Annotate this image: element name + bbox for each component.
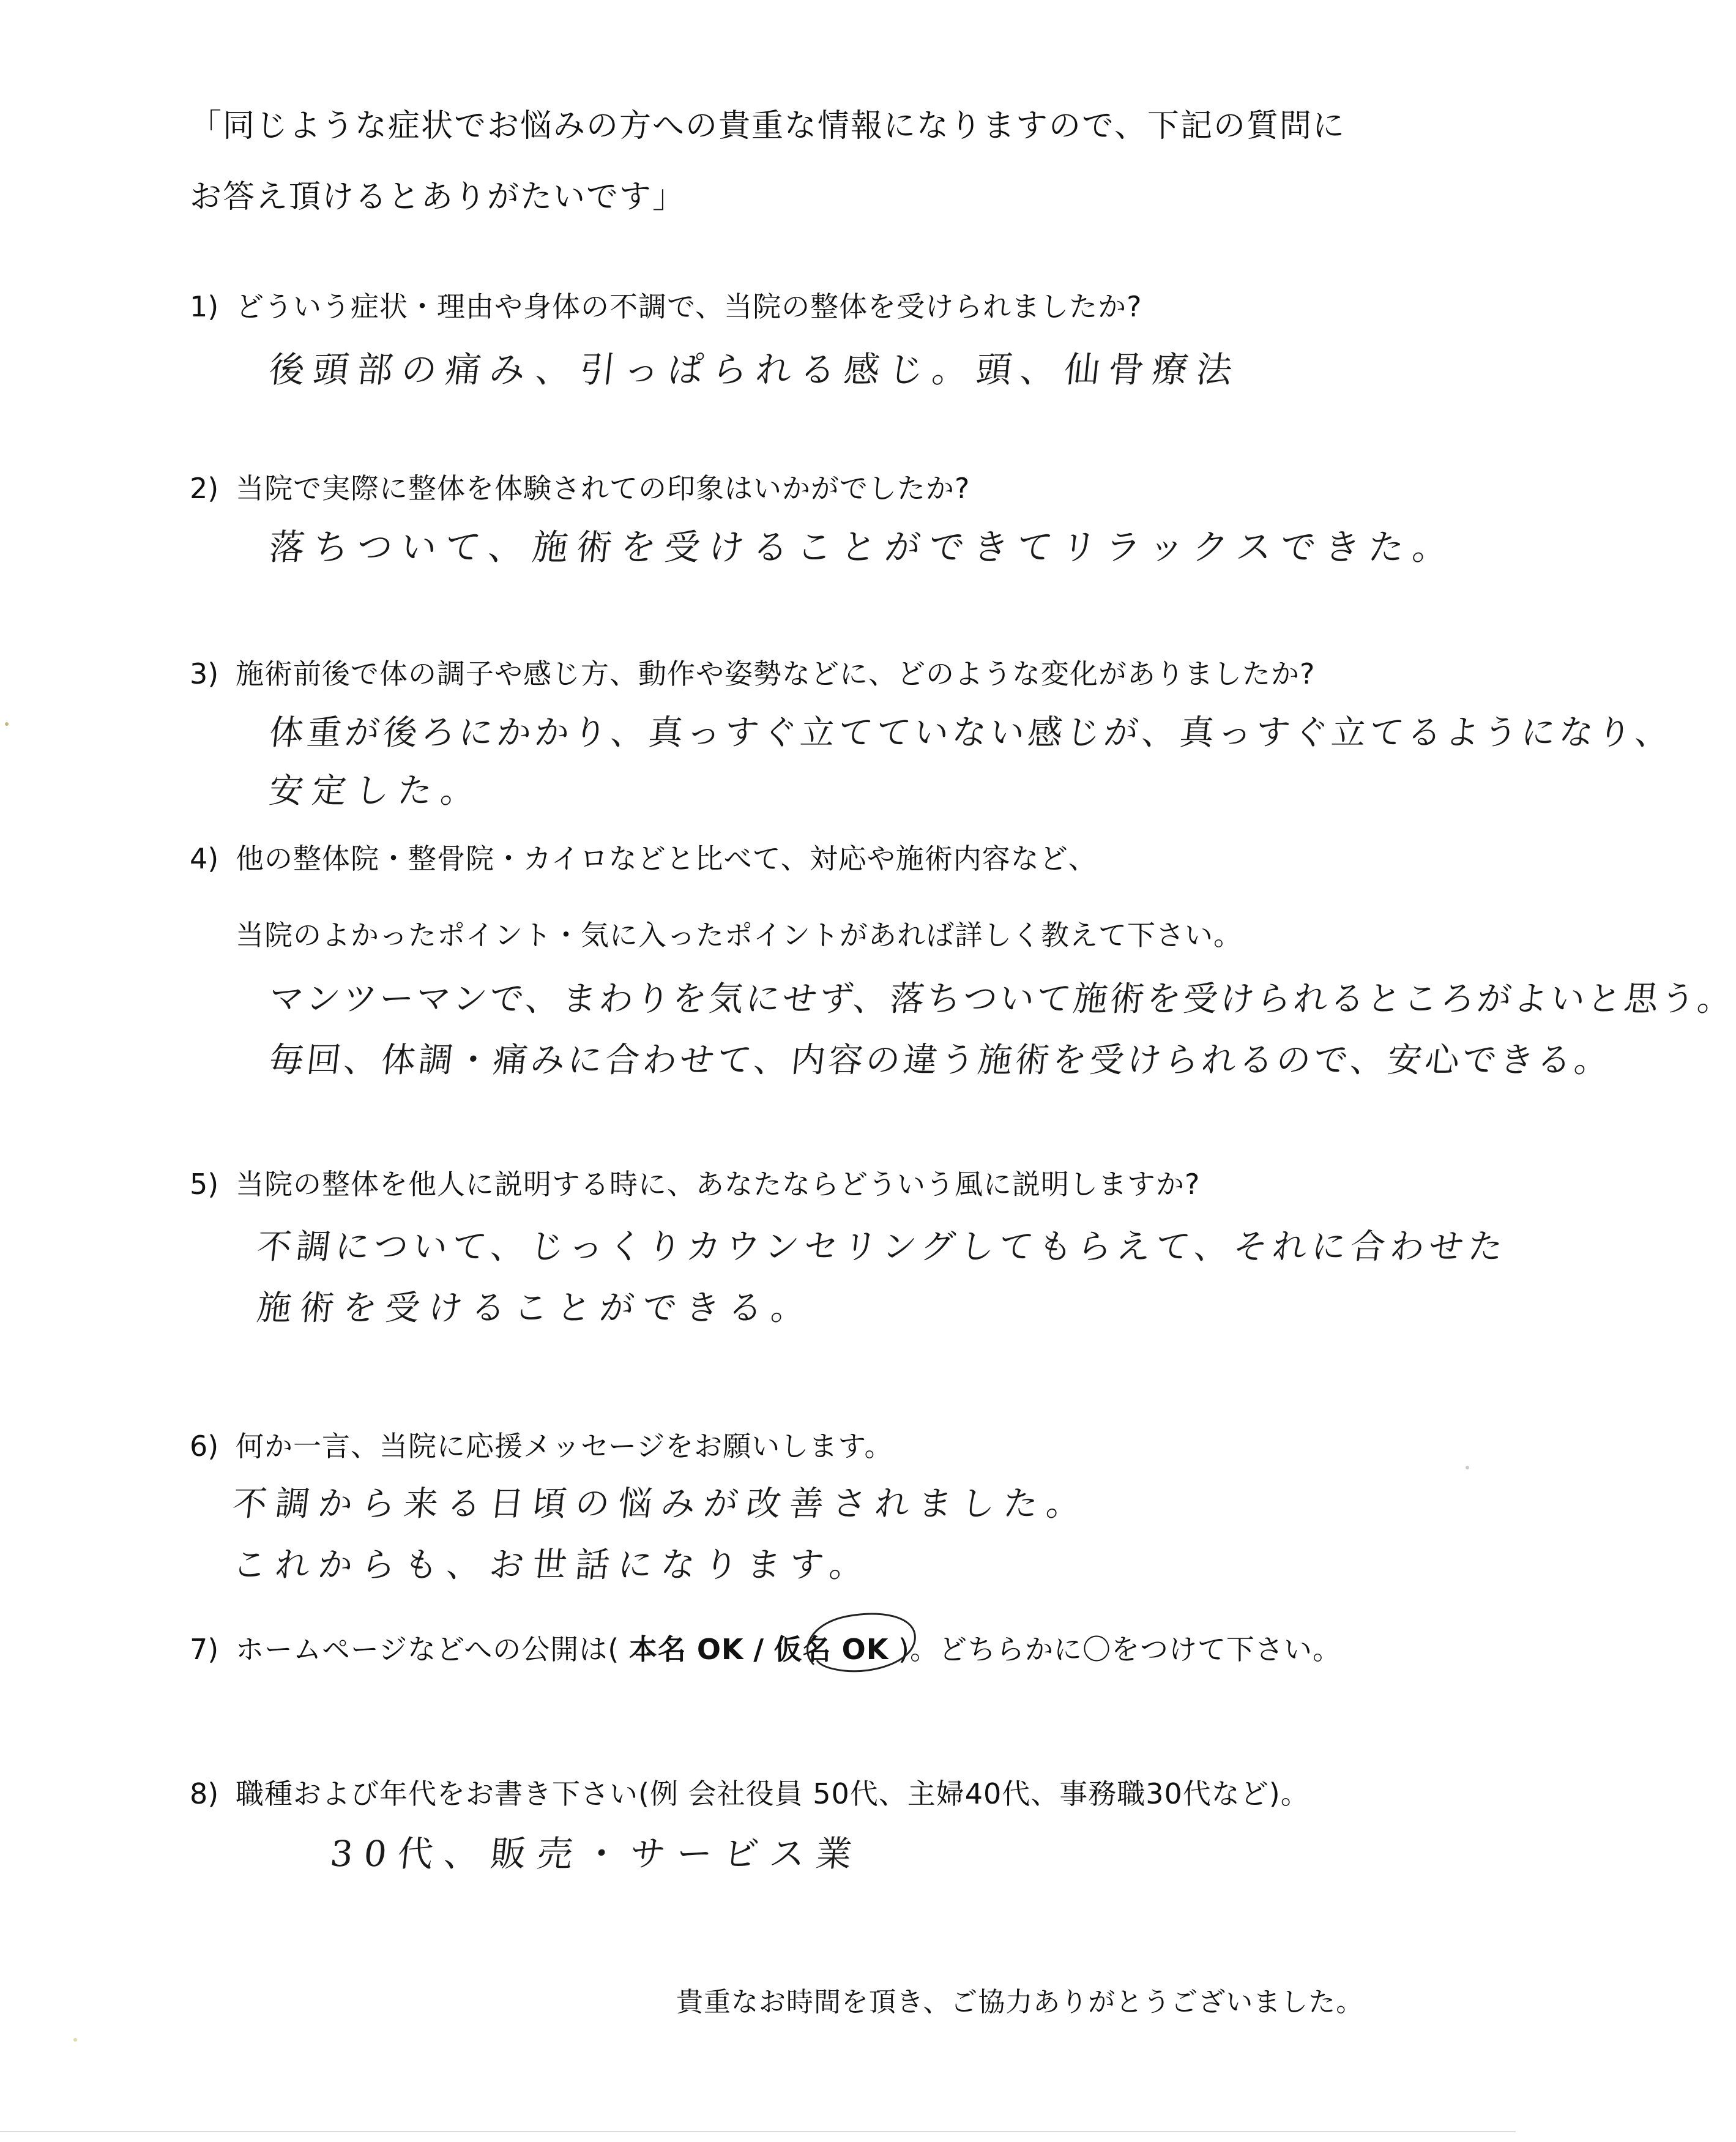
option-real-name: 本名 OK — [628, 1633, 744, 1666]
intro-line-1: 「同じような症状でお悩みの方への貴重な情報になりますので、下記の質問に — [190, 108, 1346, 144]
paper-speck — [1466, 1466, 1469, 1469]
question-2-number: 2) — [190, 472, 219, 505]
question-3-number: 3) — [190, 657, 219, 690]
paper-speck — [5, 722, 9, 726]
answer-6-line-2: これからも、お世話になります。 — [230, 1545, 874, 1585]
question-4-number: 4) — [190, 842, 219, 875]
answer-5-line-2: 施術を受けることができる。 — [255, 1288, 816, 1328]
question-1-number: 1) — [190, 290, 219, 323]
question-4-text: 他の整体院・整骨院・カイロなどと比べて、対応や施術内容など、 — [236, 842, 1097, 875]
answer-4-line-2: 毎回、体調・痛みに合わせて、内容の違う施術を受けられるので、安心できる。 — [267, 1040, 1614, 1080]
question-7-prefix: ホームページなどへの公開は( — [236, 1633, 620, 1666]
paper-speck — [73, 2038, 77, 2042]
question-7-line — [236, 1633, 1341, 1666]
answer-8: 30代、販売・サービス業 — [328, 1833, 865, 1875]
question-5-number: 5) — [190, 1168, 219, 1201]
option-pseudonym: 仮名 OK — [773, 1633, 889, 1666]
answer-3-line-1: 体重が後ろにかかり、真っすぐ立てていない感じが、真っすぐ立てるようになり、 — [267, 713, 1675, 753]
option-separator: / — [753, 1633, 765, 1666]
scan-edge — [0, 2131, 1516, 2132]
question-5-text: 当院の整体を他人に説明する時に、あなたならどういう風に説明しますか? — [236, 1168, 1201, 1201]
question-6-number: 6) — [190, 1430, 219, 1463]
question-4-text-2: 当院のよかったポイント・気に入ったポイントがあれば詳しく教えて下さい。 — [236, 919, 1242, 952]
answer-5-line-1: 不調について、じっくりカウンセリングしてもらえて、それに合わせた — [255, 1227, 1510, 1267]
intro-line-2: お答え頂けるとありがたいです」 — [190, 179, 686, 215]
answer-4-line-1: マンツーマンで、まわりを気にせず、落ちついて施術を受けられるところがよいと思う。 — [267, 979, 1736, 1019]
question-3-text: 施術前後で体の調子や感じ方、動作や姿勢などに、どのような変化がありましたか? — [236, 657, 1316, 690]
question-7-suffix: )。どちらかに〇をつけて下さい。 — [898, 1633, 1341, 1666]
answer-3-line-2: 安定した。 — [267, 771, 486, 811]
answer-6-line-1: 不調から来る日頃の悩みが改善されました。 — [230, 1484, 1092, 1524]
question-2-text: 当院で実際に整体を体験されての印象はいかがでしたか? — [236, 472, 970, 505]
question-8-text: 職種および年代をお書き下さい(例 会社役員 50代、主婦40代、事務職30代など)。 — [236, 1777, 1309, 1810]
question-7-number: 7) — [190, 1633, 219, 1666]
question-6-text: 何か一言、当院に応援メッセージをお願いします。 — [236, 1430, 893, 1463]
answer-1-line-1: 後頭部の痛み、引っぱられる感じ。頭、仙骨療法 — [267, 349, 1243, 390]
question-1-text: どういう症状・理由や身体の不調で、当院の整体を受けられましたか? — [236, 290, 1142, 323]
answer-2-line-1: 落ちついて、施術を受けることができてリラックスできた。 — [267, 526, 1459, 568]
question-8-number: 8) — [190, 1777, 219, 1810]
closing-message: 貴重なお時間を頂き、ご協力ありがとうございました。 — [676, 1987, 1364, 2018]
handwritten-circle-mark — [795, 1606, 924, 1680]
